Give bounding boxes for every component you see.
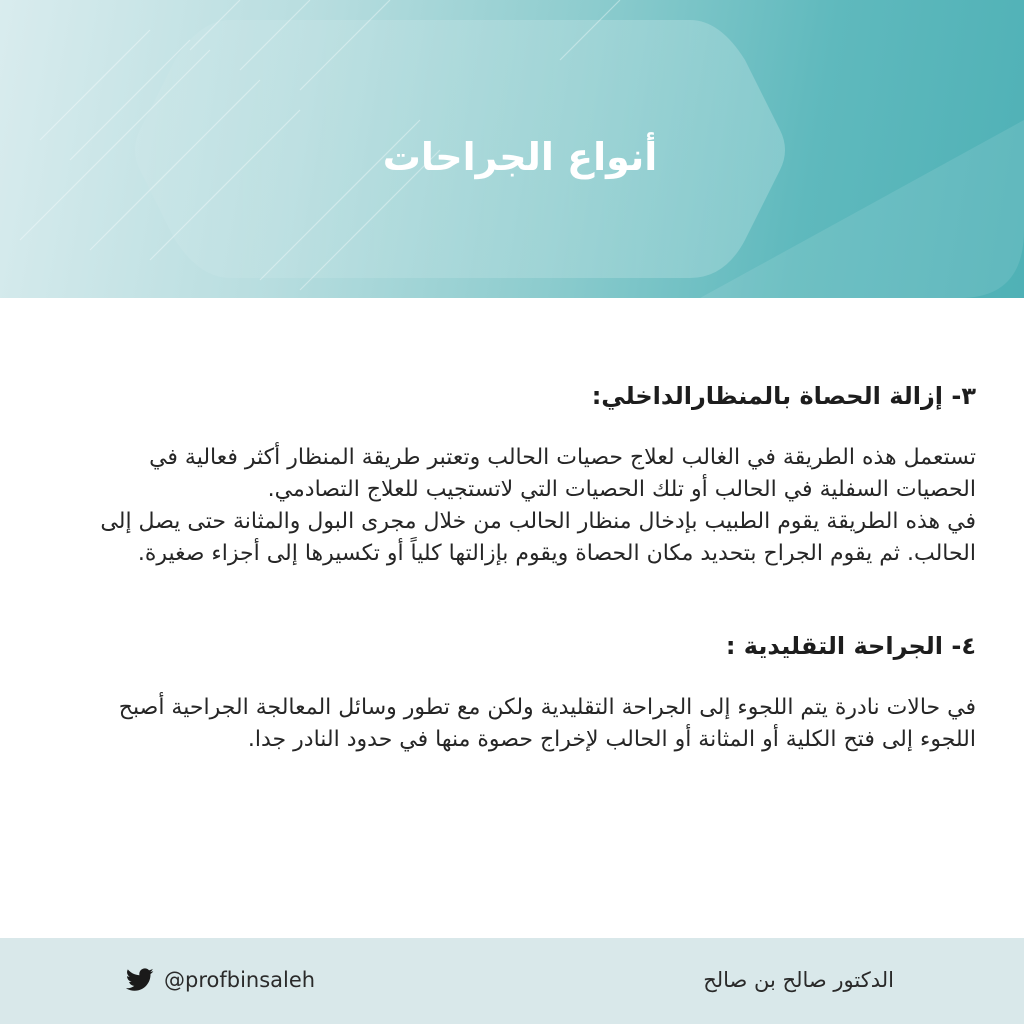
author-name: الدكتور صالح بن صالح — [703, 968, 894, 992]
footer-bar — [0, 938, 1024, 1024]
content-area — [80, 376, 976, 756]
paragraph: في حالات نادرة يتم اللجوء إلى الجراحة التقليدية ولكن مع تطور وسائل المعالجة الجراحية أصبح اللجوء إلى فتح الكلية أو المثانة أو الحالب لإخراج حصوة منها في حدود النادر جدا. — [118, 695, 976, 752]
twitter-handle[interactable]: @profbinsaleh — [164, 968, 316, 992]
twitter-bird-icon — [126, 968, 154, 992]
section-heading: ٣- إزالة الحصاة بالمنظارالداخلي: — [591, 382, 976, 410]
section-body — [80, 442, 976, 570]
section-heading: ٤- الجراحة التقليدية : — [725, 632, 976, 660]
twitter-handle-link[interactable] — [126, 960, 315, 1000]
section-body — [80, 692, 976, 756]
paragraph: تستعمل هذه الطريقة في الغالب لعلاج حصيات الحالب وتعتبر طريقة المنظار أكثر فعالية في الحصيات السفلية في الحالب أو تلك الحصيات التي لاتستجيب للعلاج التصادمي. — [149, 445, 976, 502]
paragraph: في هذه الطريقة يقوم الطبيب بإدخال منظار الحالب من خلال مجرى البول والمثانة حتى يصل إلى الحالب. ثم يقوم الجراح بتحديد مكان الحصاة ويقوم بإزالتها كلياً أو تكسيرها إلى أجزاء صغيرة. — [100, 509, 976, 566]
header-banner — [0, 0, 1024, 298]
page-title: أنواع الجراحات — [382, 135, 658, 179]
section-traditional-surgery — [80, 626, 976, 756]
section-endoscopic-removal — [80, 376, 976, 570]
